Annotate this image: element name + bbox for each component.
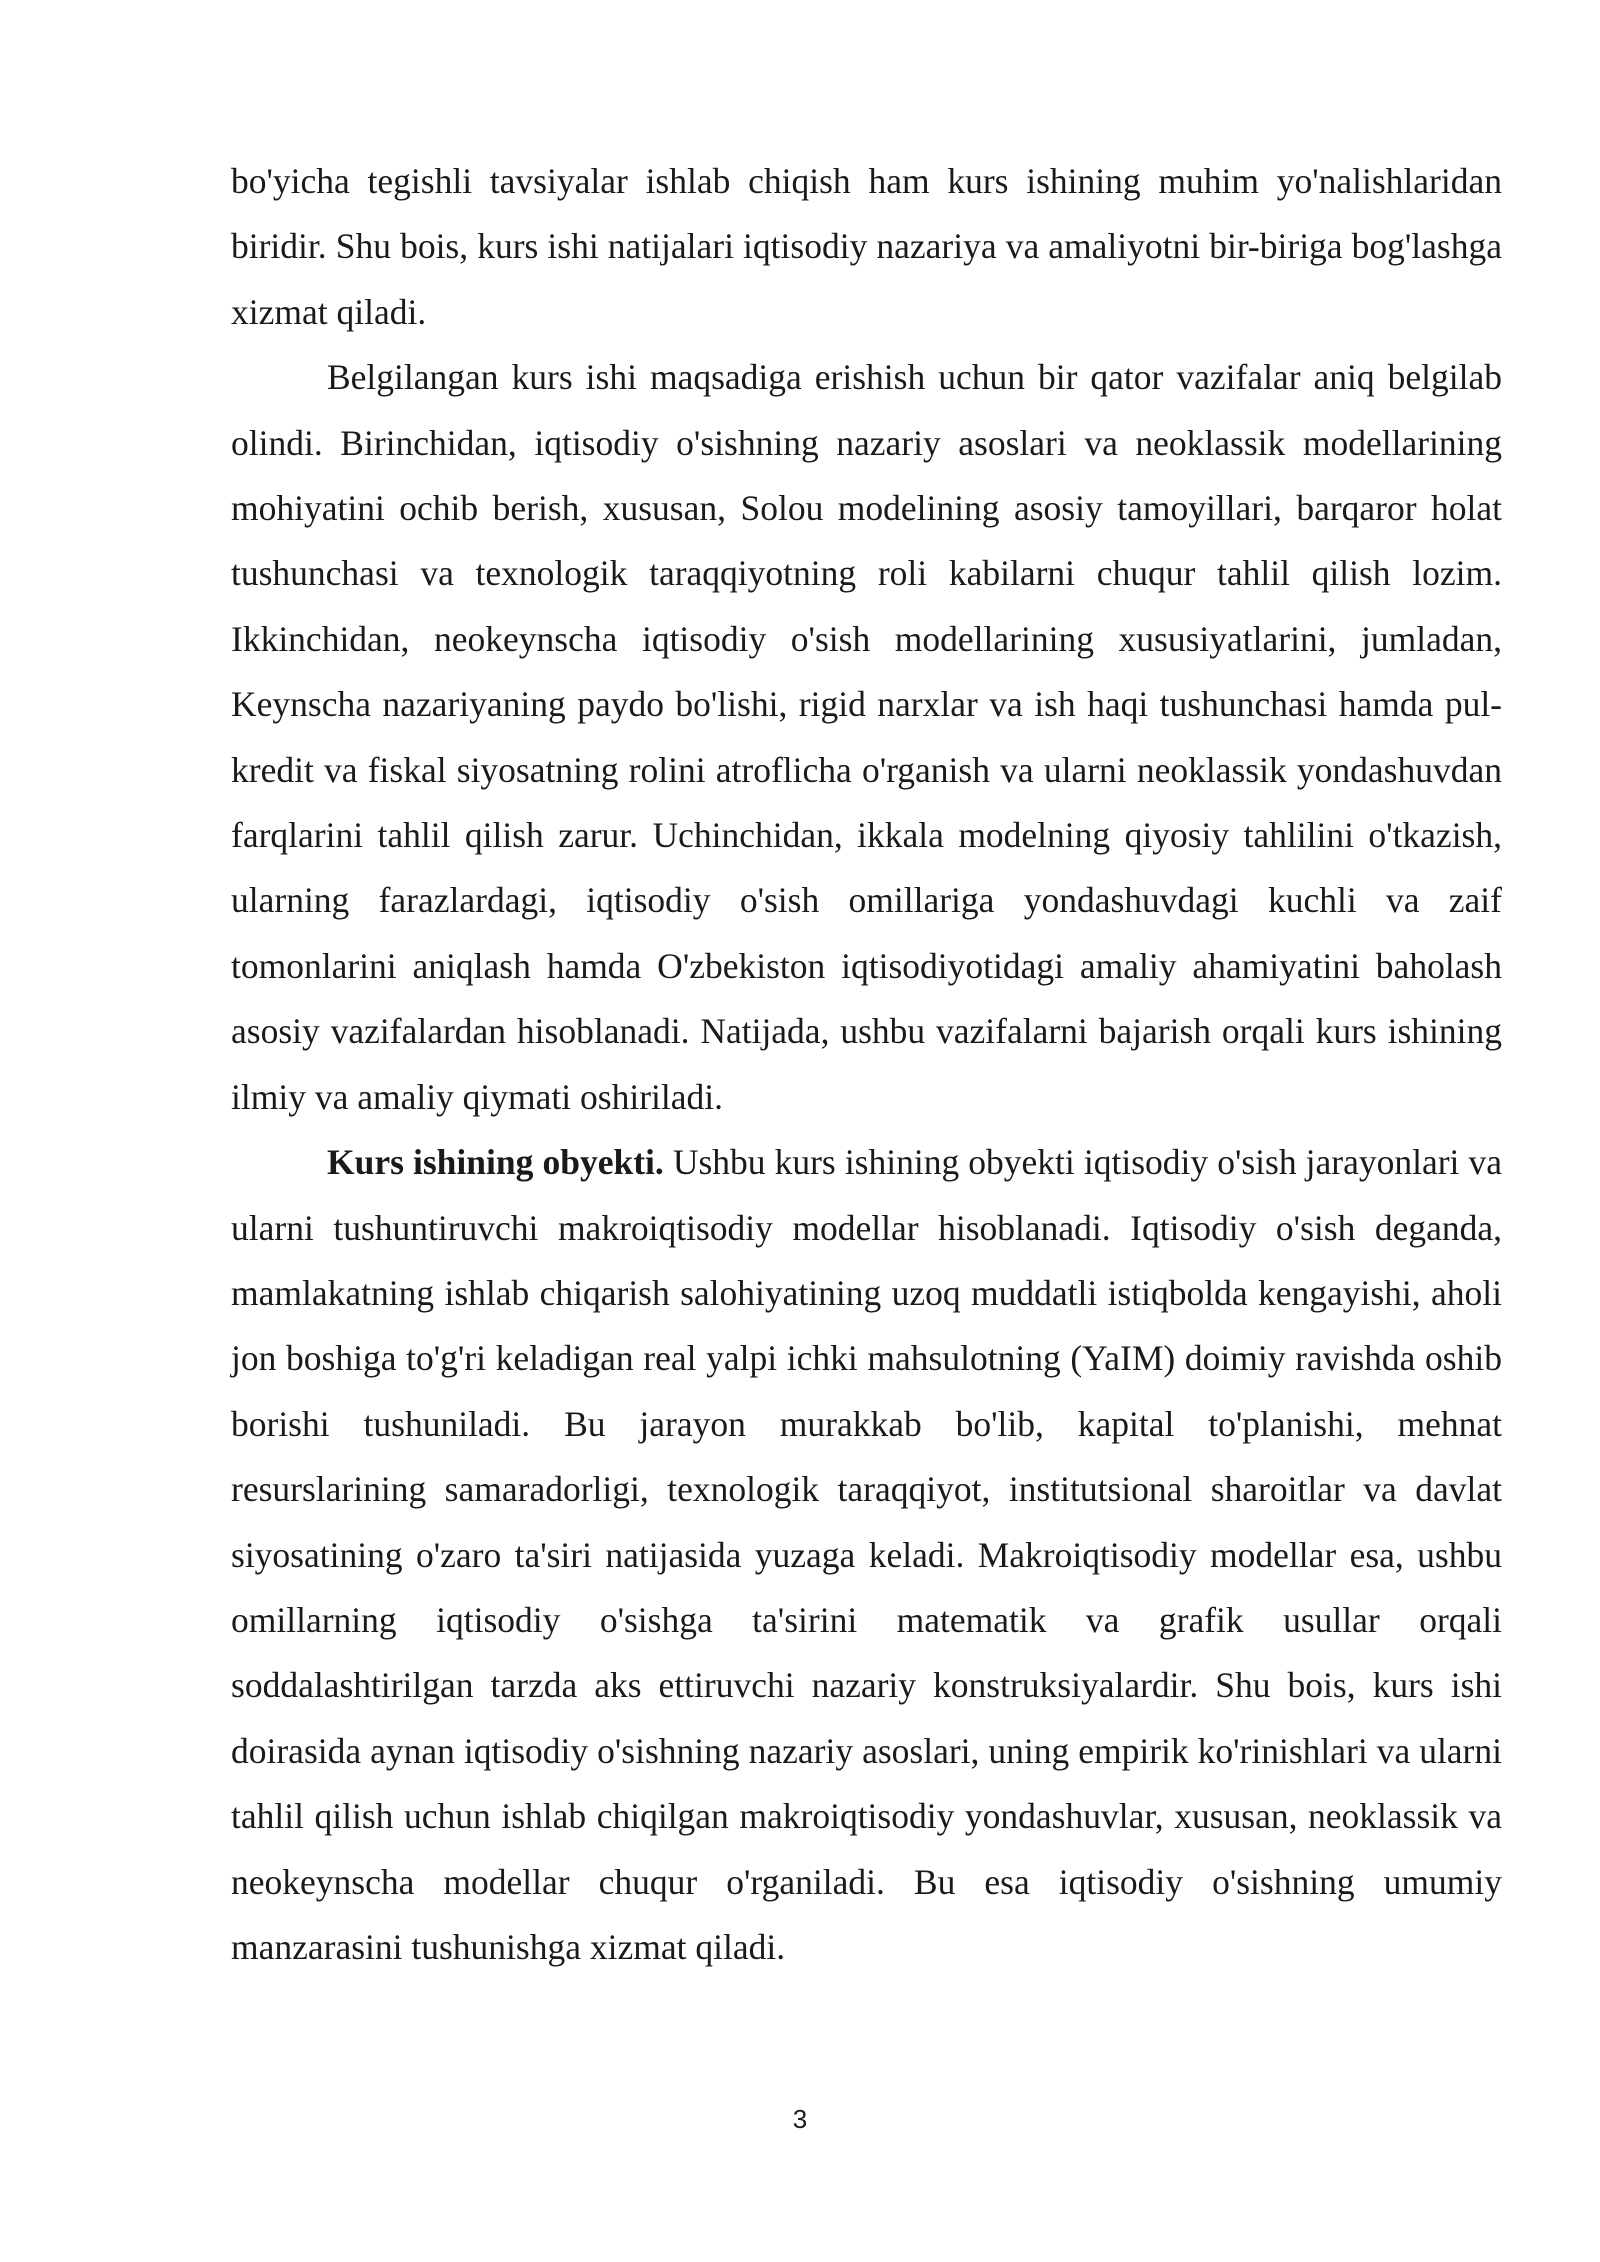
section-lead-in: Kurs ishining obyekti. (327, 1142, 664, 1183)
paragraph-continuation (231, 149, 1502, 345)
paragraph-text: Belgilangan kurs ishi maqsadiga erishish uchun bir qator vazifalar aniq belgilab olindi. Birinchidan, iqtisodiy o'sishning nazariy asoslari va neoklassik modellarining mohiyatini ochib berish, xususan, Solou modelining asosiy tamoyillari, barqaror holat tushunchasi va texnologik taraqqiyotning roli kabilarni chuqur tahlil qilish lozim. Ikkinchidan, neokeynscha iqtisodiy o'sish modellarining xususiyatlarini, jumladan, Keynscha nazariyaning paydo bo'lishi, rigid narxlar va ish haqi tushunchasi hamda pul-kredit va fiskal siyosatning rolini atroflicha o'rganish va ularni neoklassik yondashuvdan farqlarini tahlil qilish zarur. Uchinchidan, ikkala modelning qiyosiy tahlilini o'tkazish, ularning farazlardagi, iqtisodiy o'sish omillariga yondashuvdagi kuchli va zaif tomonlarini aniqlash hamda O'zbekiston iqtisodiyotidagi amaliy ahamiyatini baholash asosiy vazifalardan hisoblanadi. Natijada, ushbu vazifalarni bajarish orqali kurs ishining ilmiy va amaliy qiymati oshiriladi. (231, 357, 1502, 1117)
paragraph-text: Ushbu kurs ishining obyekti iqtisodiy o'sish jarayonlari va ularni tushuntiruvchi makroiqtisodiy modellar hisoblanadi. Iqtisodiy o'sish deganda, mamlakatning ishlab chiqarish salohiyatining uzoq muddatli istiqbolda kengayishi, aholi jon boshiga to'g'ri keladigan real yalpi ichki mahsulotning (YaIM) doimiy ravishda oshib borishi tushuniladi. Bu jarayon murakkab bo'lib, kapital to'planishi, mehnat resurslarining samaradorligi, texnologik taraqqiyot, institutsional sharoitlar va davlat siyosatining o'zaro ta'siri natijasida yuzaga keladi. Makroiqtisodiy modellar esa, ushbu omillarning iqtisodiy o'sishga ta'sirini matematik va grafik usullar orqali soddalashtirilgan tarzda aks ettiruvchi nazariy konstruksiyalardir. Shu bois, kurs ishi doirasida aynan iqtisodiy o'sishning nazariy asoslari, uning empirik ko'rinishlari va ularni tahlil qilish uchun ishlab chiqilgan makroiqtisodiy yondashuvlar, xususan, neoklassik va neokeynscha modellar chuqur o'rganiladi. Bu esa iqtisodiy o'sishning umumiy manzarasini tushunishga xizmat qiladi. (231, 1142, 1502, 1967)
paragraph-text: bo'yicha tegishli tavsiyalar ishlab chiqish ham kurs ishining muhim yo'nalishlaridan biridir. Shu bois, kurs ishi natijalari iqtisodiy nazariya va amaliyotni bir-biriga bog'lashga xizmat qiladi. (231, 161, 1502, 332)
paragraph-object (231, 1130, 1502, 1980)
page-number: 3 (792, 2104, 808, 2134)
paragraph-tasks (231, 345, 1502, 1130)
body-text (231, 149, 1502, 1980)
